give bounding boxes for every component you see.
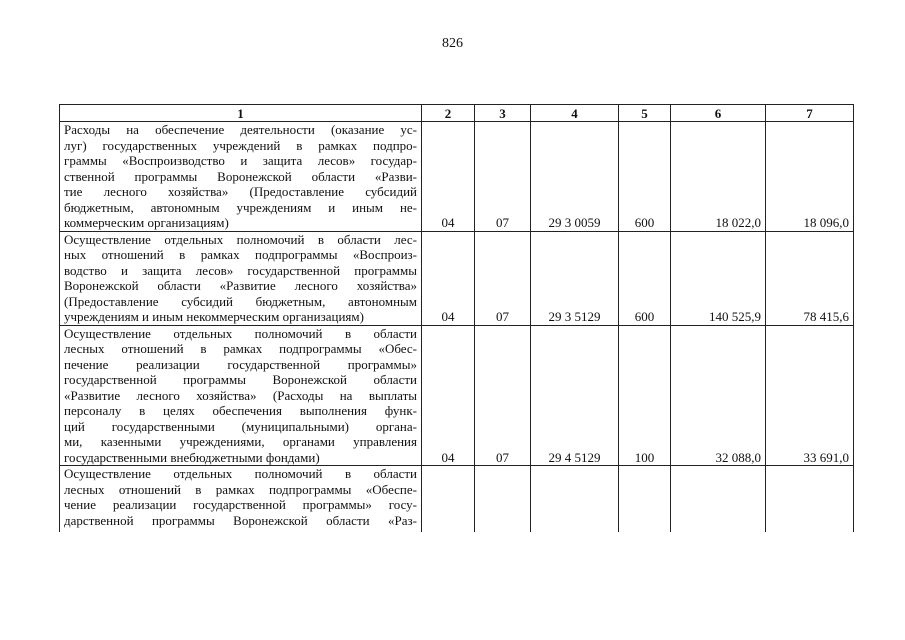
description-line: лесных отношений в рамках подпрограммы «Обес- (64, 341, 417, 356)
table-row (60, 231, 854, 325)
cell-amount-6 (671, 466, 766, 533)
row-description (60, 466, 422, 533)
cell-subsection (475, 466, 531, 533)
description-line: персоналу в целях обеспечения выполнения функ- (64, 403, 417, 418)
column-header-3: 3 (475, 105, 531, 122)
cell-amount-6: 18 022,0 (671, 122, 766, 232)
cell-amount-7: 18 096,0 (766, 122, 854, 232)
description-line: государственной программы Воронежской области (64, 372, 417, 387)
description-line: тие лесного хозяйства» (Предоставление субсидий (64, 184, 417, 199)
description-line: «Развитие лесного хозяйства» (Расходы на выплаты (64, 387, 417, 403)
description-line: Осуществление отдельных полномочий в области (64, 325, 417, 341)
cell-expense-type: 600 (619, 231, 671, 325)
description-line: Воронежской области «Развитие лесного хозяйства» (64, 278, 417, 293)
column-header-2: 2 (422, 105, 475, 122)
row-description (60, 325, 422, 466)
column-header-1: 1 (60, 105, 422, 122)
cell-subsection: 07 (475, 325, 531, 466)
cell-section: 04 (422, 325, 475, 466)
description-line: чение реализации государственной программы» госу- (64, 497, 417, 512)
cell-target-article (531, 466, 619, 533)
description-line: Осуществление отдельных полномочий в области (64, 466, 417, 481)
row-description (60, 231, 422, 325)
description-line: водство и защита лесов» государственной программы (64, 262, 417, 278)
cell-amount-7: 78 415,6 (766, 231, 854, 325)
cell-amount-6: 32 088,0 (671, 325, 766, 466)
description-line: ми, казенными учреждениями, органами управления (64, 434, 417, 449)
description-line: бюджетным, автономным учреждениям и иным не- (64, 199, 417, 215)
budget-table (59, 104, 854, 532)
cell-section (422, 466, 475, 533)
table-row (60, 466, 854, 533)
cell-amount-7: 33 691,0 (766, 325, 854, 466)
cell-section: 04 (422, 122, 475, 232)
cell-subsection: 07 (475, 231, 531, 325)
column-header-7: 7 (766, 105, 854, 122)
description-line: ных отношений в рамках подпрограммы «Воспроиз- (64, 247, 417, 262)
description-line: ций государственными (муниципальными) органа- (64, 418, 417, 434)
table-row (60, 325, 854, 466)
description-line: учреждениям и иным некоммерческим организациям) (64, 309, 364, 324)
cell-expense-type: 100 (619, 325, 671, 466)
description-line: Осуществление отдельных полномочий в области лес- (64, 231, 417, 247)
cell-section: 04 (422, 231, 475, 325)
column-header-4: 4 (531, 105, 619, 122)
cell-expense-type: 600 (619, 122, 671, 232)
cell-amount-6: 140 525,9 (671, 231, 766, 325)
row-description (60, 122, 422, 232)
header-row (60, 105, 854, 122)
table-row (60, 122, 854, 232)
column-header-5: 5 (619, 105, 671, 122)
description-line: дарственной программы Воронежской области «Раз- (64, 512, 417, 528)
description-line: лесных отношений в рамках подпрограммы «Обеспе- (64, 481, 417, 497)
description-line: коммерческим организациям) (64, 215, 229, 230)
description-line: граммы «Воспроизводство и защита лесов» государ- (64, 153, 417, 168)
cell-target-article: 29 4 5129 (531, 325, 619, 466)
cell-subsection: 07 (475, 122, 531, 232)
cell-amount-7 (766, 466, 854, 533)
column-header-6: 6 (671, 105, 766, 122)
description-line: государственными внебюджетными фондами) (64, 449, 320, 465)
description-line: Расходы на обеспечение деятельности (оказание ус- (64, 122, 417, 137)
description-line: (Предоставление субсидий бюджетным, автономным (64, 293, 417, 309)
description-line: луг) государственных учреждений в рамках подпро- (64, 137, 417, 153)
cell-expense-type (619, 466, 671, 533)
description-line: печение реализации государственной программы» (64, 356, 417, 372)
cell-target-article: 29 3 0059 (531, 122, 619, 232)
cell-target-article: 29 3 5129 (531, 231, 619, 325)
description-line: ственной программы Воронежской области «Разви- (64, 168, 417, 184)
page-number: 826 (442, 36, 463, 51)
